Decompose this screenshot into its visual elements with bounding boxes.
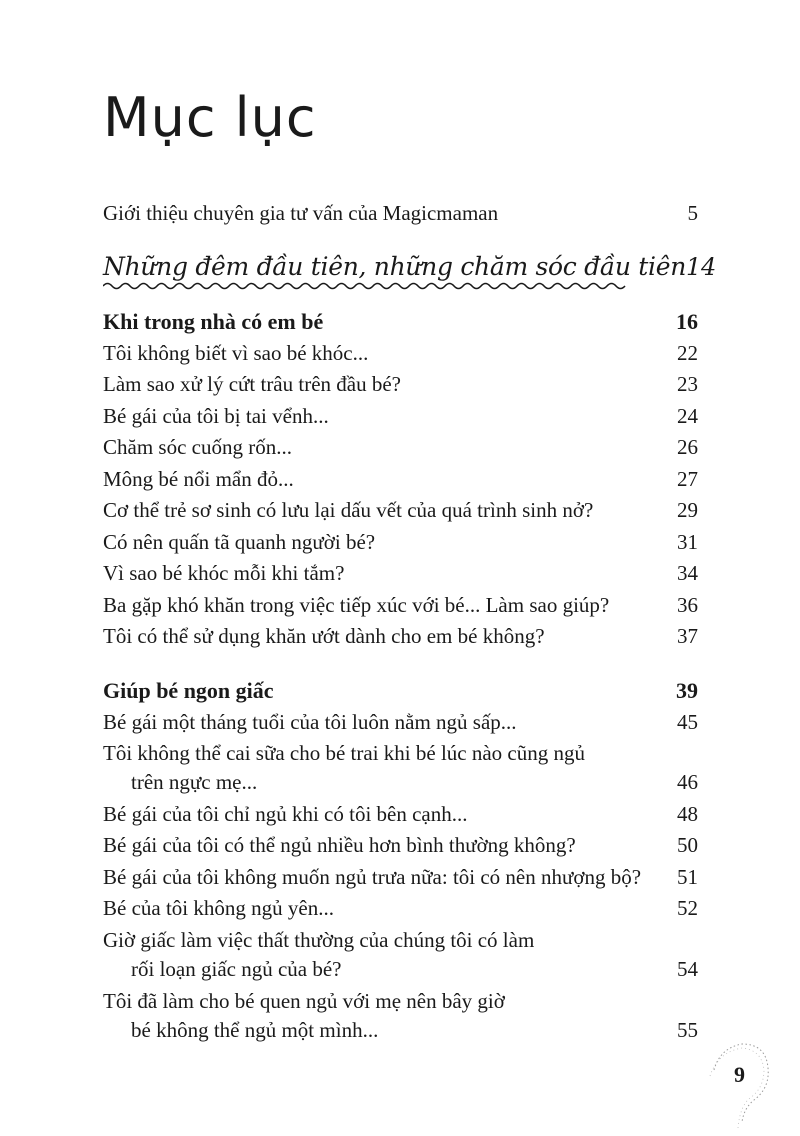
wavy-underline <box>103 280 628 292</box>
toc-entry-label: Cơ thể trẻ sơ sinh có lưu lại dấu vết của quá trình sinh nở? <box>103 498 594 522</box>
toc-entry-page: 24 <box>677 404 698 428</box>
toc-entry[interactable] <box>103 590 698 620</box>
toc-entry[interactable] <box>103 369 698 399</box>
toc-entry-page: 48 <box>677 802 698 826</box>
toc-entry-page: 51 <box>677 865 698 889</box>
toc-entry-label: Tôi không biết vì sao bé khóc... <box>103 341 369 365</box>
toc-entry-page: 34 <box>677 561 698 585</box>
page-title: Mục lục <box>103 86 317 149</box>
toc-entry-page: 29 <box>677 498 698 522</box>
toc-entry[interactable] <box>103 558 698 588</box>
toc-entry-page: 45 <box>677 710 698 734</box>
toc-entry-label: Có nên quấn tã quanh người bé? <box>103 530 376 554</box>
toc-entry-label: Vì sao bé khóc mỗi khi tắm? <box>103 561 345 585</box>
toc-section-label: Giúp bé ngon giấc <box>103 678 274 703</box>
toc-entry-page: 55 <box>677 1018 698 1042</box>
toc-entry[interactable] <box>103 527 698 557</box>
toc-entry-page: 50 <box>677 833 698 857</box>
toc-entry-label: Bé gái của tôi chỉ ngủ khi có tôi bên cạnh... <box>103 802 468 826</box>
toc-entry[interactable] <box>103 954 698 984</box>
toc-entry[interactable] <box>103 862 698 892</box>
toc-entry-label: Giới thiệu chuyên gia tư vấn của Magicmaman <box>103 201 499 225</box>
toc-section-label: Khi trong nhà có em bé <box>103 309 324 334</box>
toc-entry-label: Bé gái một tháng tuổi của tôi luôn nằm ngủ sấp... <box>103 710 517 734</box>
toc-entry-page: 46 <box>677 770 698 794</box>
toc-entry[interactable] <box>103 830 698 860</box>
toc-entry-label: Bé gái của tôi bị tai vểnh... <box>103 404 329 428</box>
toc-entry-label: Làm sao xử lý cứt trâu trên đầu bé? <box>103 372 401 396</box>
toc-entry-page: 22 <box>677 341 698 365</box>
toc-entry-label: Bé gái của tôi không muốn ngủ trưa nữa: tôi có nên nhượng bộ? <box>103 865 642 889</box>
toc-entry-page: 5 <box>687 201 698 225</box>
toc-entry-label: rối loạn giấc ngủ của bé? <box>131 957 342 981</box>
toc-entry-label: Mông bé nổi mẩn đỏ... <box>103 467 294 491</box>
toc-part-heading[interactable] <box>103 252 716 282</box>
toc-section-heading[interactable] <box>103 307 698 337</box>
toc-entry[interactable] <box>103 707 698 737</box>
toc-entry-label: Tôi có thể sử dụng khăn ướt dành cho em bé không? <box>103 624 545 648</box>
toc-entry[interactable] <box>103 495 698 525</box>
toc-entry[interactable] <box>103 621 698 651</box>
toc-part-label: Những đêm đầu tiên, những chăm sóc đầu tiên <box>103 252 687 281</box>
toc-entry[interactable] <box>103 432 698 462</box>
toc-entry[interactable] <box>103 1015 698 1045</box>
toc-entry[interactable] <box>103 799 698 829</box>
toc-entry-line[interactable] <box>103 925 698 955</box>
toc-entry[interactable] <box>103 338 698 368</box>
toc-entry-page: 36 <box>677 593 698 617</box>
toc-entry-line[interactable] <box>103 986 698 1016</box>
toc-entry[interactable] <box>103 893 698 923</box>
toc-entry-page: 26 <box>677 435 698 459</box>
toc-entry-label: Giờ giấc làm việc thất thường của chúng tôi có làm <box>103 928 535 952</box>
toc-entry[interactable] <box>103 401 698 431</box>
toc-entry-page: 37 <box>677 624 698 648</box>
toc-entry-page: 23 <box>677 372 698 396</box>
toc-part-page: 14 <box>686 253 716 281</box>
toc-section-heading[interactable] <box>103 676 698 706</box>
toc-entry-page: 52 <box>677 896 698 920</box>
toc-section-page: 16 <box>676 309 698 334</box>
toc-entry-label: Bé gái của tôi có thể ngủ nhiều hơn bình thường không? <box>103 833 576 857</box>
toc-entry-line[interactable] <box>103 738 698 768</box>
toc-entry-label: Tôi đã làm cho bé quen ngủ với mẹ nên bây giờ <box>103 989 505 1013</box>
toc-entry-page: 27 <box>677 467 698 491</box>
page-number: 9 <box>734 1062 745 1087</box>
toc-entry-page: 54 <box>677 957 698 981</box>
toc-entry[interactable] <box>103 767 698 797</box>
toc-entry-label: trên ngực mẹ... <box>131 770 258 794</box>
toc-entry-label: Tôi không thể cai sữa cho bé trai khi bé lúc nào cũng ngủ <box>103 741 585 765</box>
toc-section-page: 39 <box>676 678 698 703</box>
toc-entry-label: Ba gặp khó khăn trong việc tiếp xúc với bé... Làm sao giúp? <box>103 593 610 617</box>
toc-entry-label: Bé của tôi không ngủ yên... <box>103 896 334 920</box>
toc-entry-page: 31 <box>677 530 698 554</box>
toc-entry-label: Chăm sóc cuống rốn... <box>103 435 292 459</box>
toc-entry[interactable] <box>103 464 698 494</box>
toc-entry-intro[interactable] <box>103 198 698 228</box>
toc-entry-label: bé không thể ngủ một mình... <box>131 1018 379 1042</box>
